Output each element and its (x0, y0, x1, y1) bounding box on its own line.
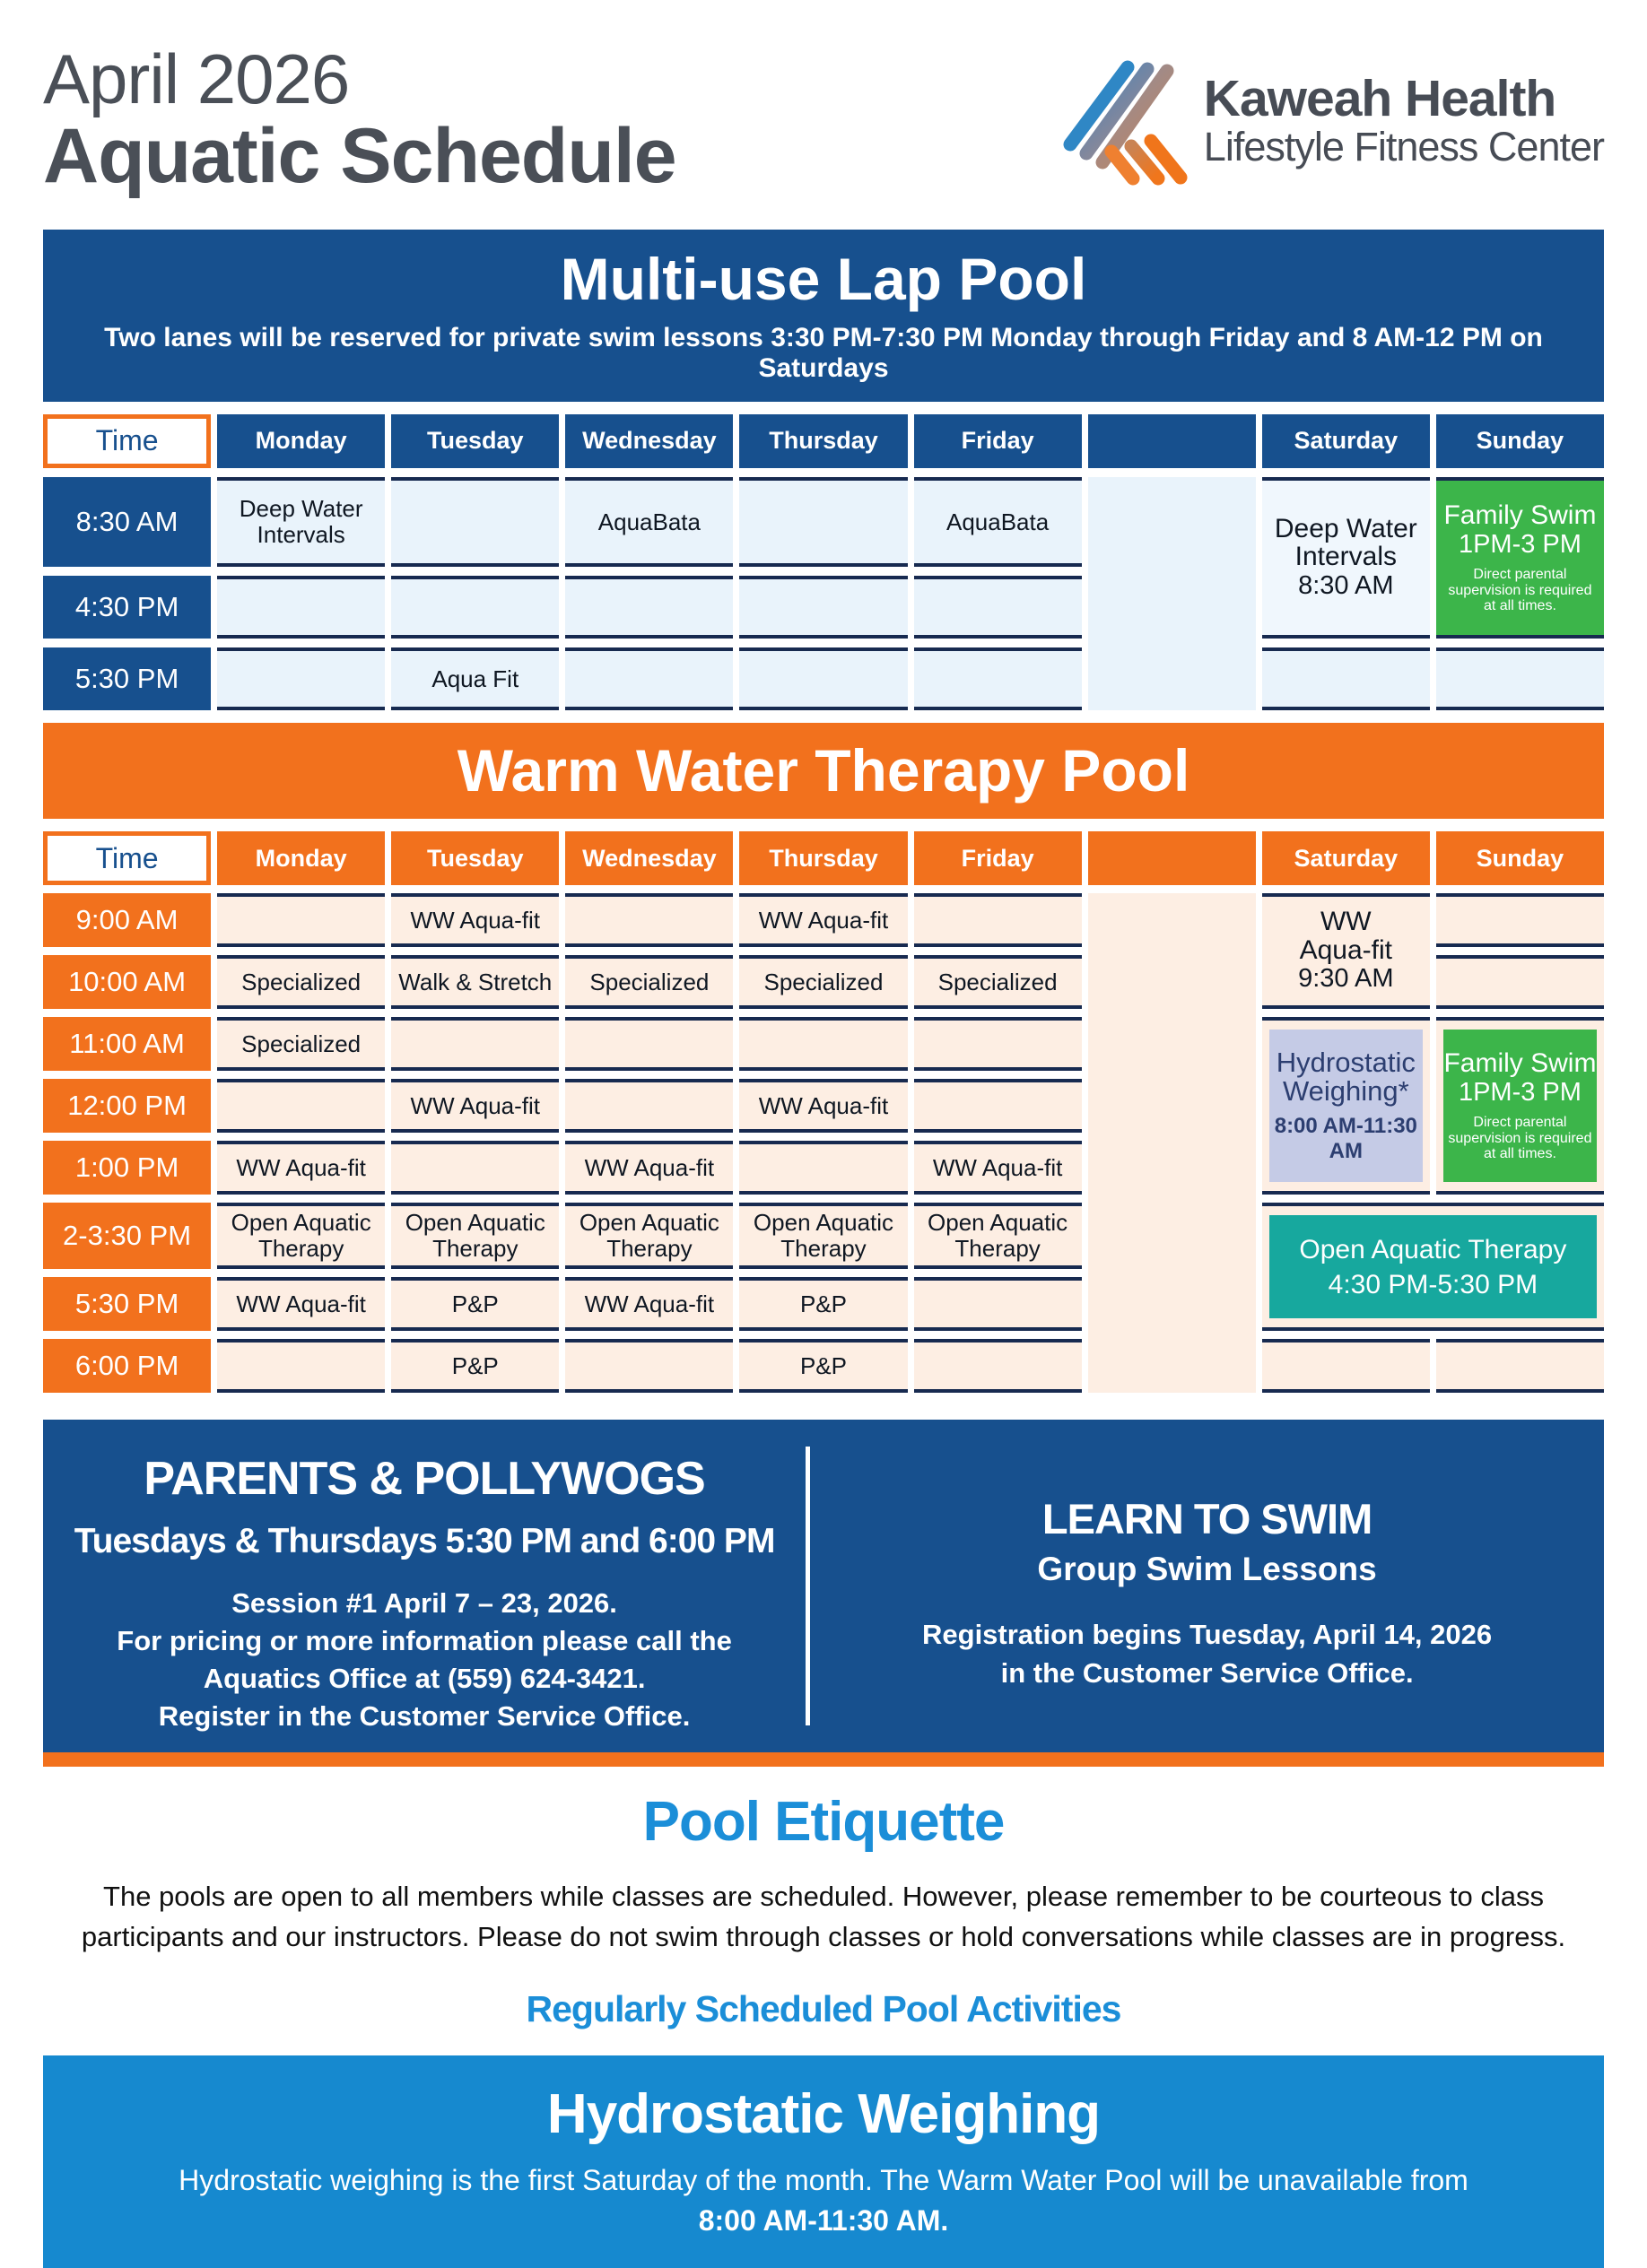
schedule-cell: Specialized (217, 955, 385, 1009)
schedule-cell: WW Aqua-fit (914, 1141, 1082, 1195)
schedule-cell: Open Aquatic Therapy (739, 1203, 907, 1269)
schedule-cell (565, 576, 733, 639)
schedule-cell: Specialized (914, 955, 1082, 1009)
learn-to-swim-title: LEARN TO SWIM (1041, 1494, 1372, 1542)
logo-text (1203, 69, 1604, 169)
schedule-cell: Specialized (739, 955, 907, 1009)
time-cell: 1:00 PM (43, 1141, 211, 1195)
info-band (43, 1420, 1604, 1767)
schedule-cell: Open Aquatic Therapy (914, 1203, 1082, 1269)
logo-name: Kaweah Health (1203, 69, 1556, 127)
schedule-cell: WW Aqua-fit (565, 1277, 733, 1331)
schedule-cell: WW Aqua-fit (739, 1079, 907, 1133)
schedule-cell: WW Aqua-fit (391, 893, 559, 947)
schedule-cell (565, 1079, 733, 1133)
time-cell: 5:30 PM (43, 647, 211, 710)
day-header-blank (1088, 831, 1256, 885)
block-text-line: Hydrostatic Weighing* (1276, 1046, 1416, 1108)
block-text-line: 9:30 AM (1298, 964, 1394, 994)
schedule-cell (739, 1017, 907, 1071)
schedule-cell (217, 893, 385, 947)
day-header-tuesday: Tuesday (391, 414, 559, 468)
schedule-cell: Open Aquatic Therapy (565, 1203, 733, 1269)
schedule-cell: P&P (739, 1339, 907, 1393)
schedule-cell (914, 1017, 1082, 1071)
schedule-cell (565, 893, 733, 947)
block-text-line: WW Aqua-fit (1299, 907, 1392, 965)
schedule-cell (565, 1017, 733, 1071)
block-text-line: Family Swim (1443, 500, 1597, 531)
schedule-cell (391, 477, 559, 567)
block-text-line: 8:30 AM (1298, 570, 1394, 600)
schedule-cell (565, 647, 733, 710)
block-text-line: Direct parental supervision is required at all times. (1448, 1115, 1592, 1162)
lap-pool-schedule-table (43, 414, 1604, 710)
schedule-cell (217, 576, 385, 639)
time-cell: 6:00 PM (43, 1339, 211, 1393)
lap-pool-title: Multi-use Lap Pool (560, 246, 1087, 312)
time-cell: 10:00 AM (43, 955, 211, 1009)
day-header-monday: Monday (217, 414, 385, 468)
warm-water-schedule-table (43, 831, 1604, 1393)
block-text-line: Deep Water Intervals (1274, 513, 1417, 572)
schedule-cell: WW Aqua-fit (739, 893, 907, 947)
schedule-cell (914, 576, 1082, 639)
time-column-header: Time (43, 831, 211, 885)
schedule-cell: AquaBata (914, 477, 1082, 567)
schedule-cell: P&P (391, 1277, 559, 1331)
pool-etiquette-section (43, 1790, 1604, 2030)
learn-to-swim-section (810, 1420, 1604, 1767)
learn-to-swim-body (837, 1615, 1577, 1693)
schedule-cell (1436, 893, 1604, 947)
day-header-sunday: Sunday (1436, 414, 1604, 468)
logo-subtitle: Lifestyle Fitness Center (1203, 123, 1604, 169)
block-text-line: 8:00 AM-11:30 AM (1274, 1114, 1417, 1163)
hydrostatic-body: Hydrostatic weighing is the first Saturday of the month. The Warm Water Pool will be unavailable from (179, 2164, 1468, 2197)
saturday-ww-aquafit-block (1262, 893, 1430, 1009)
pollywogs-register: Register in the Customer Service Office. (158, 1699, 691, 1732)
pollywogs-schedule: Tuesdays & Thursdays 5:30 PM and 6:00 PM (74, 1522, 775, 1561)
hydrostatic-time: 8:00 AM-11:30 AM. (698, 2204, 949, 2238)
blank-column (1088, 477, 1256, 710)
schedule-cell: WW Aqua-fit (217, 1141, 385, 1195)
learn-to-swim-registration: Registration begins Tuesday, April 14, 2026 (922, 1618, 1493, 1650)
family-swim-cell (1443, 1030, 1597, 1182)
day-header-thursday: Thursday (739, 831, 907, 885)
day-header-sunday: Sunday (1436, 831, 1604, 885)
block-text-line: Direct parental supervision is required at all times. (1448, 566, 1592, 614)
schedule-cell (565, 1339, 733, 1393)
schedule-cell (914, 1079, 1082, 1133)
blank-column (1088, 893, 1256, 1393)
pollywogs-body (70, 1585, 779, 1734)
sunday-family-swim-block (1436, 477, 1604, 639)
day-header-saturday: Saturday (1262, 414, 1430, 468)
schedule-cell (1436, 955, 1604, 1009)
schedule-cell: WW Aqua-fit (217, 1277, 385, 1331)
time-cell: 11:00 AM (43, 1017, 211, 1071)
schedule-cell: P&P (739, 1277, 907, 1331)
day-header-friday: Friday (914, 414, 1082, 468)
parents-pollywogs-section (43, 1420, 806, 1767)
schedule-cell (739, 477, 907, 567)
block-text-line: 4:30 PM-5:30 PM (1328, 1269, 1538, 1299)
schedule-cell: AquaBata (565, 477, 733, 567)
schedule-cell (1262, 647, 1430, 710)
time-cell: 2-3:30 PM (43, 1203, 211, 1269)
schedule-cell (217, 1079, 385, 1133)
schedule-cell: Deep Water Intervals (217, 477, 385, 567)
page-header (43, 32, 1604, 208)
saturday-deep-water-block (1262, 477, 1430, 639)
schedule-cell (739, 1141, 907, 1195)
hydrostatic-title: Hydrostatic Weighing (546, 2083, 1101, 2146)
day-header-saturday: Saturday (1262, 831, 1430, 885)
page-title (43, 39, 676, 199)
schedule-cell: P&P (391, 1339, 559, 1393)
pollywogs-phone: Aquatics Office at (559) 624-3421. (203, 1662, 646, 1694)
schedule-cell (391, 1017, 559, 1071)
schedule-cell: Open Aquatic Therapy (391, 1203, 559, 1269)
schedule-cell (914, 647, 1082, 710)
schedule-cell (914, 1277, 1082, 1331)
block-text-line: Open Aquatic Therapy (1299, 1234, 1567, 1264)
schedule-cell (914, 1339, 1082, 1393)
schedule-cell: Open Aquatic Therapy (217, 1203, 385, 1269)
orange-accent-strip (43, 1752, 1604, 1767)
open-aquatic-therapy-cell (1269, 1215, 1597, 1318)
weekend-open-therapy-block (1262, 1203, 1604, 1331)
warm-water-banner (43, 723, 1604, 819)
lap-pool-subtitle: Two lanes will be reserved for private swim lessons 3:30 PM-7:30 PM Monday through Friday and 8 AM-12 PM on Saturdays (104, 322, 1543, 383)
pool-activities-heading: Regularly Scheduled Pool Activities (526, 1988, 1121, 2030)
day-header-blank (1088, 414, 1256, 468)
kaweah-k-mark-icon (1048, 51, 1191, 190)
saturday-hydrostatic-block (1262, 1017, 1430, 1195)
time-cell: 5:30 PM (43, 1277, 211, 1331)
day-header-tuesday: Tuesday (391, 831, 559, 885)
day-header-thursday: Thursday (739, 414, 907, 468)
title-main: Aquatic Schedule (43, 112, 676, 199)
time-cell: 9:00 AM (43, 893, 211, 947)
day-header-monday: Monday (217, 831, 385, 885)
lap-pool-banner (43, 230, 1604, 402)
warm-water-title: Warm Water Therapy Pool (457, 736, 1190, 804)
hydrostatic-weighing-cell (1269, 1030, 1423, 1182)
schedule-cell (217, 647, 385, 710)
block-text-line: 1PM-3 PM (1458, 1077, 1582, 1107)
pollywogs-title: PARENTS & POLLYWOGS (144, 1453, 705, 1506)
learn-to-swim-location: in the Customer Service Office. (1000, 1657, 1414, 1690)
schedule-cell (391, 576, 559, 639)
schedule-cell: Walk & Stretch (391, 955, 559, 1009)
pollywogs-info-1: For pricing or more information please call the (117, 1624, 732, 1656)
day-header-wednesday: Wednesday (565, 831, 733, 885)
sunday-family-swim-block (1436, 1017, 1604, 1195)
time-column-header: Time (43, 414, 211, 468)
pool-etiquette-body: The pools are open to all members while classes are scheduled. However, please remember to be courteous to class participants and our instructors. Please do not swim through classes or hold conversations while classes are in progress. (81, 1881, 1566, 1953)
schedule-cell: Specialized (565, 955, 733, 1009)
schedule-cell (1436, 1339, 1604, 1393)
pollywogs-session: Session #1 April 7 – 23, 2026. (231, 1587, 617, 1620)
schedule-cell (217, 1339, 385, 1393)
hydrostatic-weighing-section (43, 2055, 1604, 2268)
time-cell: 4:30 PM (43, 576, 211, 639)
time-cell: 8:30 AM (43, 477, 211, 567)
schedule-cell (739, 576, 907, 639)
schedule-cell: Aqua Fit (391, 647, 559, 710)
schedule-cell (1262, 1339, 1430, 1393)
learn-to-swim-subtitle: Group Swim Lessons (1037, 1550, 1377, 1587)
day-header-wednesday: Wednesday (565, 414, 733, 468)
pool-etiquette-title: Pool Etiquette (642, 1791, 1005, 1854)
schedule-cell (391, 1141, 559, 1195)
time-cell: 12:00 PM (43, 1079, 211, 1133)
schedule-cell: WW Aqua-fit (391, 1079, 559, 1133)
schedule-cell (739, 647, 907, 710)
day-header-friday: Friday (914, 831, 1082, 885)
schedule-cell (914, 893, 1082, 947)
title-month: April 2026 (43, 39, 350, 119)
kaweah-health-logo (1048, 51, 1604, 190)
block-text-line: Family Swim (1443, 1048, 1597, 1079)
schedule-cell: WW Aqua-fit (565, 1141, 733, 1195)
schedule-cell: Specialized (217, 1017, 385, 1071)
block-text-line: 1PM-3 PM (1458, 529, 1582, 559)
schedule-cell (1436, 647, 1604, 710)
